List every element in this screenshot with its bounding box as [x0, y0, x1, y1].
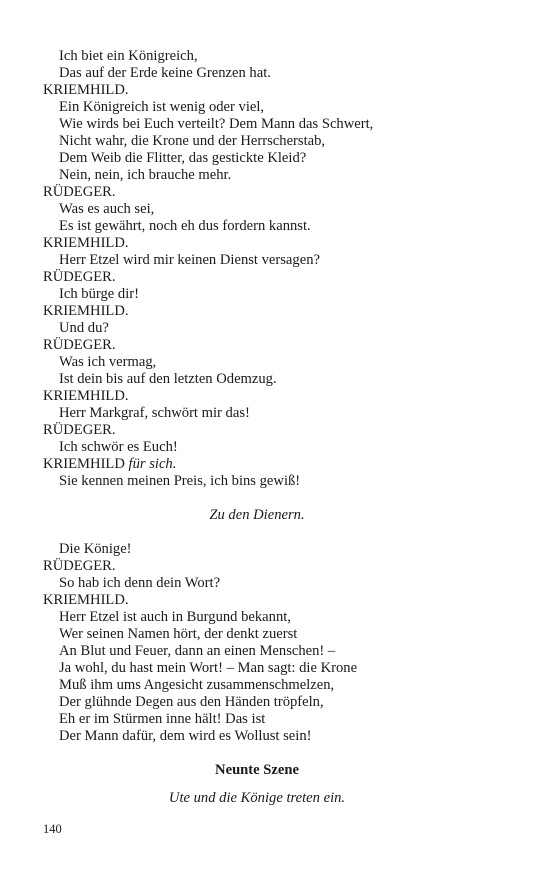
- verse-line: Eh er im Stürmen inne hält! Das ist: [59, 711, 266, 727]
- verse-line: Herr Etzel ist auch in Burgund bekannt,: [59, 609, 291, 625]
- verse-line: Ist dein bis auf den letzten Odemzug.: [59, 371, 277, 387]
- speaker-name: KRIEMHILD.: [43, 235, 129, 251]
- page-text: [43, 48, 513, 807]
- verse-line: Ich schwör es Euch!: [59, 439, 178, 455]
- stage-direction: Zu den Dienern.: [209, 507, 305, 523]
- scene-direction: Ute und die Könige treten ein.: [168, 790, 346, 806]
- speaker-name: RÜDEGER.: [43, 184, 116, 200]
- verse-line: Muß ihm ums Angesicht zusammenschmelzen,: [59, 677, 335, 693]
- verse-line: Ein Königreich ist wenig oder viel,: [59, 99, 265, 115]
- aside-direction: für sich.: [128, 456, 177, 472]
- speaker-name: RÜDEGER.: [43, 422, 116, 438]
- verse-line: Ja wohl, du hast mein Wort! – Man sagt: die Krone: [59, 660, 358, 676]
- verse-line: Herr Etzel wird mir keinen Dienst versagen?: [59, 252, 320, 268]
- scene-heading: Neunte Szene: [215, 762, 299, 778]
- speaker-name: RÜDEGER.: [43, 269, 116, 285]
- verse-line: Was ich vermag,: [59, 354, 157, 370]
- speaker-name: KRIEMHILD.: [43, 388, 129, 404]
- verse-line: Der glühnde Degen aus den Händen tröpfeln,: [59, 694, 324, 710]
- verse-line: Sie kennen meinen Preis, ich bins gewiß!: [59, 473, 301, 489]
- verse-line: Herr Markgraf, schwört mir das!: [59, 405, 250, 421]
- verse-line: Die Könige!: [59, 541, 132, 557]
- verse-line: Wer seinen Namen hört, der denkt zuerst: [59, 626, 298, 642]
- verse-line: Dem Weib die Flitter, das gestickte Kleid?: [59, 150, 307, 166]
- verse-line: So hab ich denn dein Wort?: [59, 575, 221, 591]
- page-number: 140: [43, 822, 62, 836]
- speaker-with-aside: [43, 456, 513, 473]
- verse-line: Das auf der Erde keine Grenzen hat.: [59, 65, 271, 81]
- verse-line: Nein, nein, ich brauche mehr.: [59, 167, 232, 183]
- speaker-name: RÜDEGER.: [43, 558, 116, 574]
- speaker-name: KRIEMHILD.: [43, 82, 129, 98]
- verse-line: Nicht wahr, die Krone und der Herrscherstab,: [59, 133, 326, 149]
- verse-line: Wie wirds bei Euch verteilt? Dem Mann das Schwert,: [59, 116, 374, 132]
- verse-line: Was es auch sei,: [59, 201, 155, 217]
- verse-line: An Blut und Feuer, dann an einen Menschen! –: [59, 643, 336, 659]
- speaker-name: KRIEMHILD.: [43, 592, 129, 608]
- verse-line: Ich biet ein Königreich,: [59, 48, 198, 64]
- verse-line: Und du?: [59, 320, 109, 336]
- speaker-name: RÜDEGER.: [43, 337, 116, 353]
- speaker-name: KRIEMHILD: [43, 456, 125, 472]
- verse-line: Ich bürge dir!: [59, 286, 139, 302]
- speaker-name: KRIEMHILD.: [43, 303, 129, 319]
- verse-line: Der Mann dafür, dem wird es Wollust sein!: [59, 728, 312, 744]
- verse-line: Es ist gewährt, noch eh dus fordern kannst.: [59, 218, 311, 234]
